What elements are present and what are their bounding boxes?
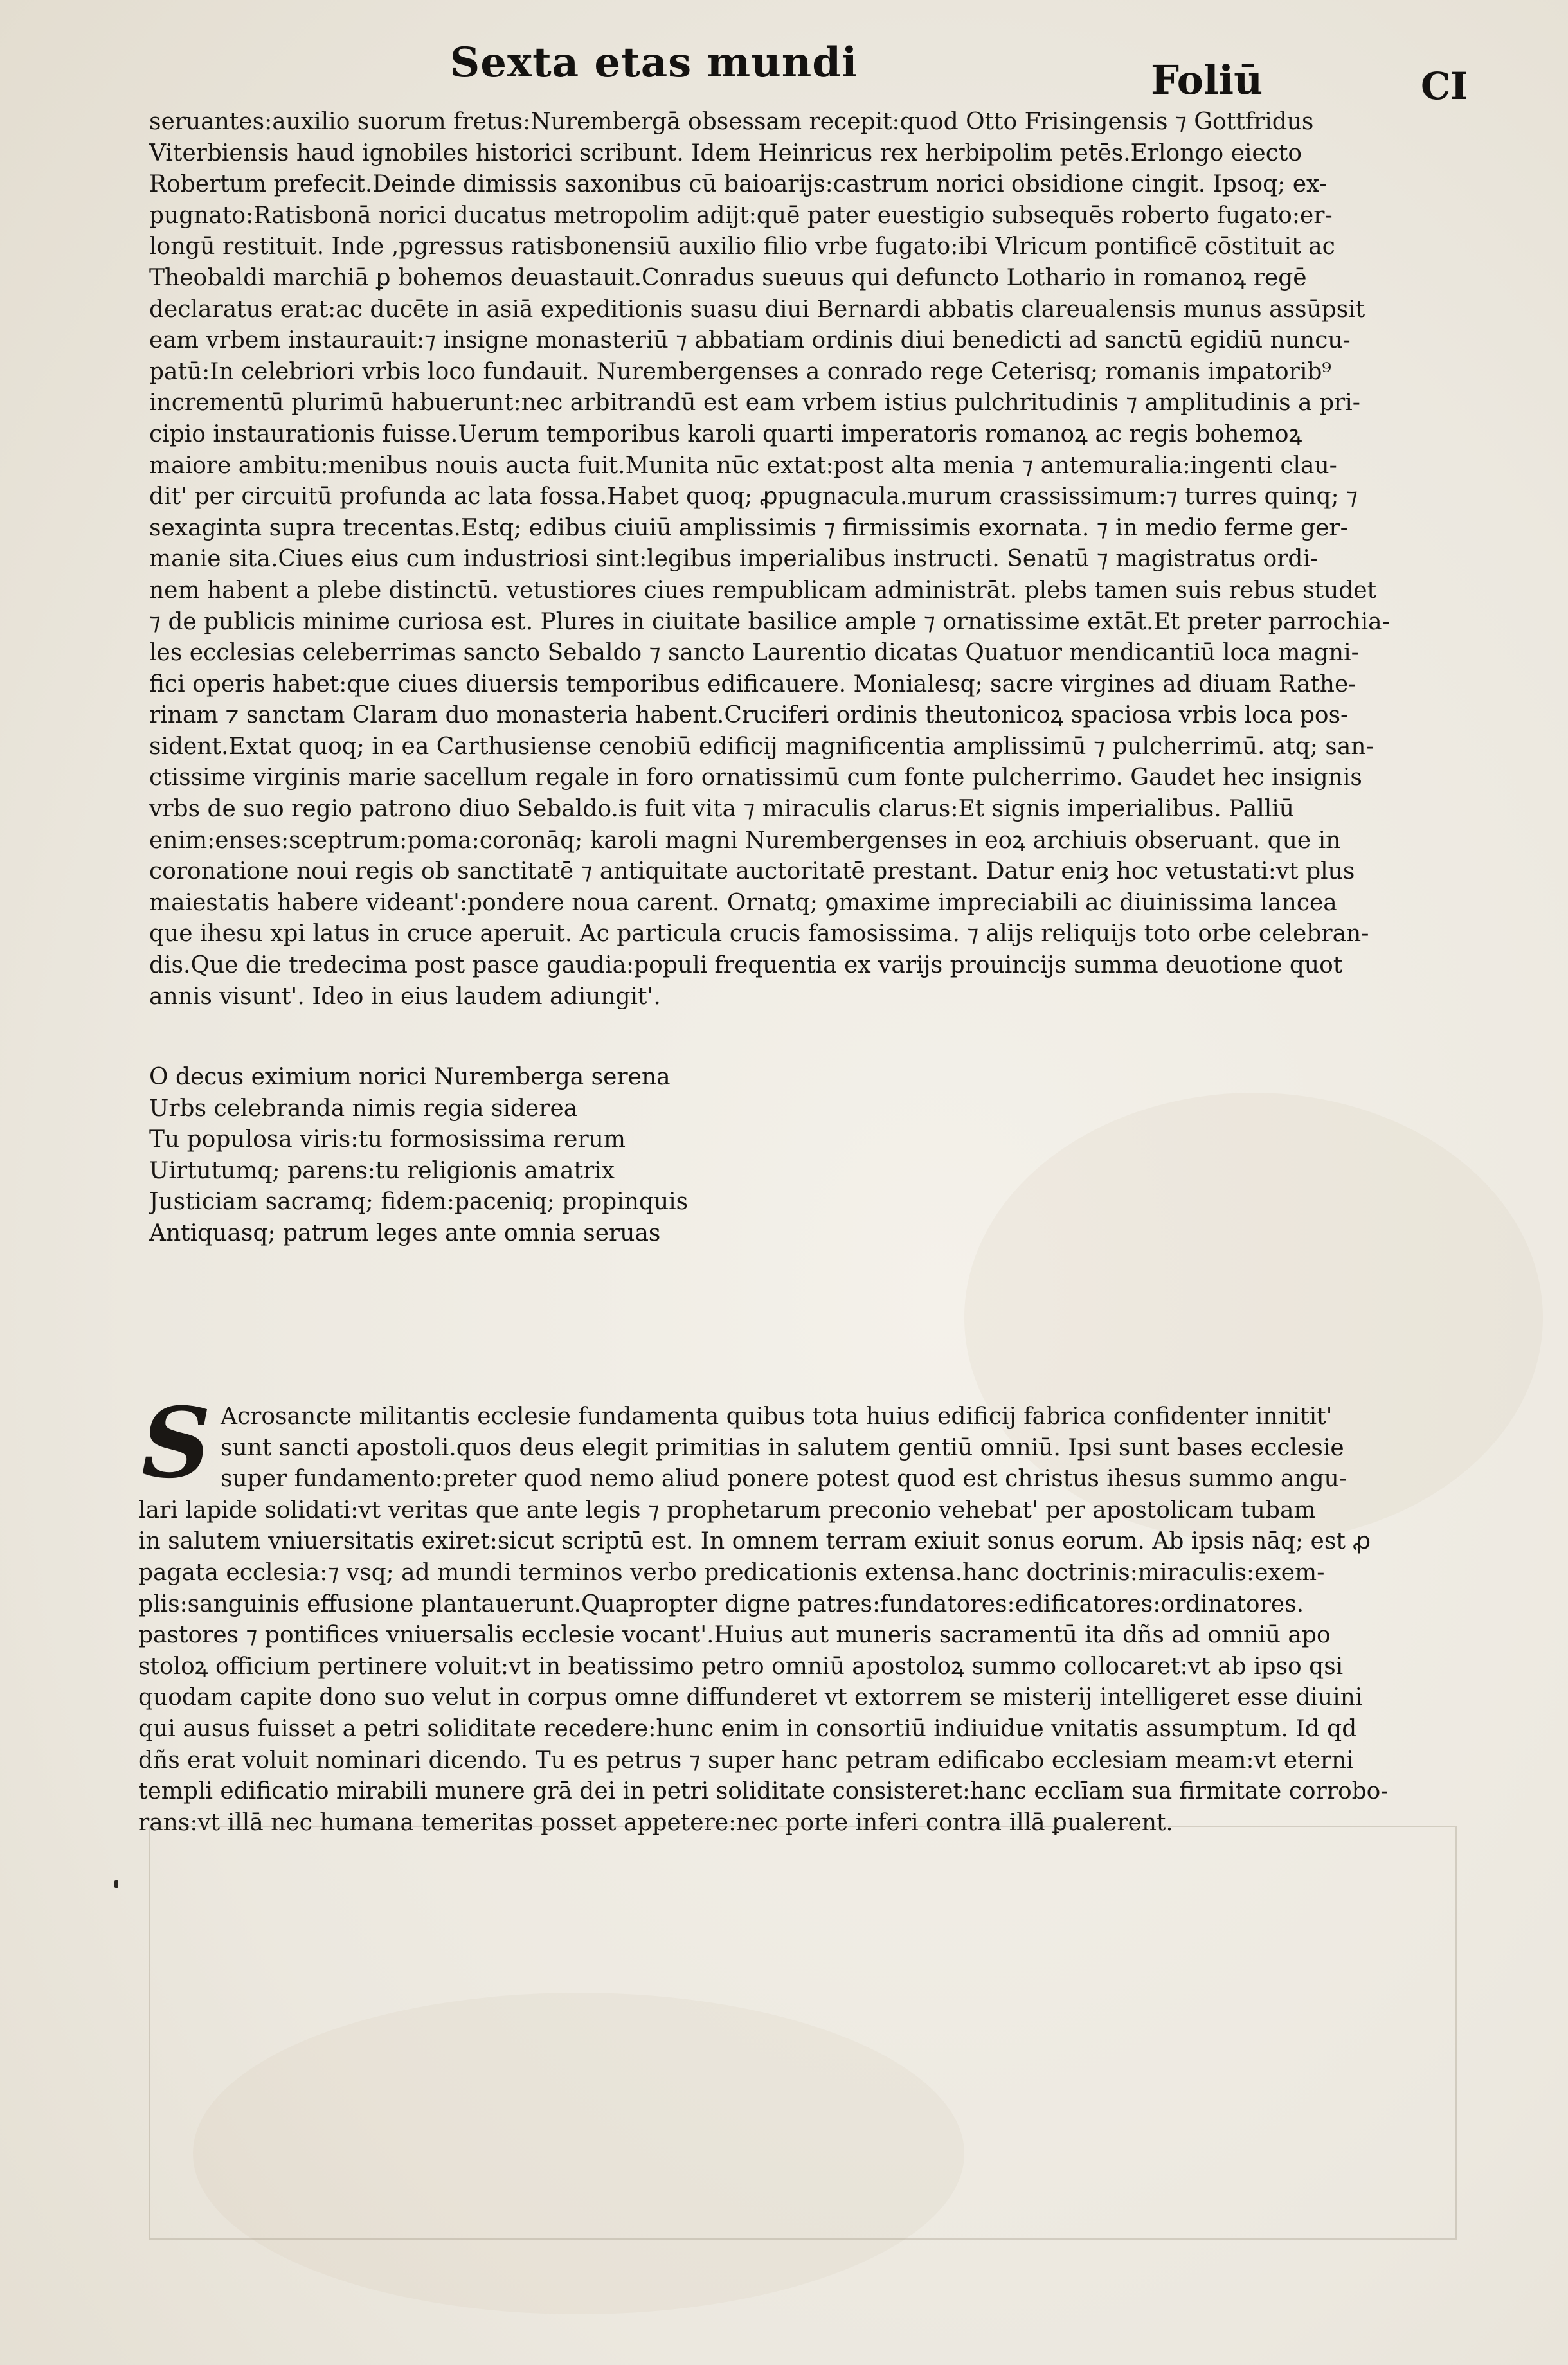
text-line: fici operis habet:que ciues diuersis temporibus edificauere. Monialesq; sacre virgines ad diuam Rathe- [149,670,1356,697]
text-line: lari lapide solidati:vt veritas que ante legis ⁊ prophetarum preconio vehebat' per apostolicam tubam [138,1497,1316,1524]
text-line: in salutem vniuersitatis exiret:sicut scriptū est. In omnem terram exiuit sonus eorum. Ab ipsis nāq; est ꝓ [138,1528,1371,1555]
verse-line: O decus eximium norici Nuremberga serena [149,1064,671,1090]
text-line: plis:sanguinis effusione plantauerunt.Quapropter digne patres:fundatores:edificatores:ordinatores. [138,1590,1304,1617]
folio-label: Foliū [1151,57,1263,103]
folio-number: CI [1421,64,1468,108]
text-line: declaratus erat:ac ducēte in asiā expeditionis suasu diui Bernardi abbatis clareualensis munus assūpsit [149,296,1365,323]
text-line: super fundamento:preter quod nemo aliud ponere potest quod est christus ihesus summo angu- [221,1466,1347,1493]
text-line: coronatione noui regis ob sanctitatē ⁊ antiquitate auctoritatē prestant. Datur eniȝ hoc vetustati:vt plus [149,858,1355,885]
text-line: manie sita.Ciues eius cum industriosi sint:legibus imperialibus instructi. Senatū ⁊ magistratus ordi- [149,546,1319,573]
second-text-block [138,1401,1450,1839]
verse-line: Tu populosa viris:tu formosissima rerum [149,1126,626,1153]
verse-line: Uirtutumq; parens:tu religionis amatrix [149,1157,615,1184]
text-line: eam vrbem instaurauit:⁊ insigne monasteriū ⁊ abbatiam ordinis diui benedicti ad sanctū egidiū nuncu- [149,327,1351,354]
verse-block [149,1062,1113,1250]
text-line: nem habent a plebe distinctū. vetustiores ciues rempublicam administrāt. plebs tamen suis rebus studet [149,577,1377,604]
text-line: seruantes:auxilio suorum fretus:Nurembergā obsessam recepit:quod Otto Frisingensis ⁊ Gottfridus [149,109,1314,135]
text-line: maiore ambitu:menibus nouis aucta fuit.Munita nūc extat:post alta menia ⁊ antemuralia:ingenti clau- [149,452,1337,479]
text-line: maiestatis habere videant':pondere noua carent. Ornatq; ꝯmaxime impreciabili ac diuinissima lancea [149,889,1337,916]
text-line: rinam ⁊ sanctam Claram duo monasteria habent.Cruciferi ordinis theutonicoꝝ spaciosa vrbis loca pos- [149,702,1349,729]
text-line: annis visunt'. Ideo in eius laudem adiungit'. [149,983,661,1010]
plate-mark [149,1826,1457,2240]
text-line: enim:enses:sceptrum:poma:coronāq; karoli magni Nurembergenses in eoꝝ archiuis obseruant. que in [149,827,1341,854]
text-line: Viterbiensis haud ignobiles historici scribunt. Idem Heinricus rex herbipolim petēs.Erlongo eiecto [149,139,1302,166]
decorated-initial: S [141,1387,212,1500]
text-line: dñs erat voluit nominari dicendo. Tu es petrus ⁊ super hanc petram edificabo ecclesiam meam:vt eterni [138,1747,1354,1774]
verse-line: Urbs celebranda nimis regia siderea [149,1095,578,1122]
text-line: dit' per circuitū profunda ac lata fossa.Habet quoq; ꝓpugnacula.murum crassissimum:⁊ turres quinq; ⁊ [149,483,1358,510]
text-line: ⁊ de publicis minime curiosa est. Plures in ciuitate basilice ample ⁊ ornatissime extāt.Et preter parrochia- [149,608,1390,635]
text-line: quodam capite dono suo velut in corpus omne diffunderet vt extorrem se misterij intelligeret esse diuini [138,1684,1363,1711]
text-line: ctissime virginis marie sacellum regale in foro ornatissimū cum fonte pulcherrimo. Gaudet hec insignis [149,764,1362,791]
text-line: sunt sancti apostoli.quos deus elegit primitias in salutem gentiū omniū. Ipsi sunt bases ecclesie [221,1434,1344,1461]
text-line: Acrosancte militantis ecclesie fundamenta quibus tota huius edificij fabrica confidenter innitit' [221,1403,1333,1430]
text-line: Robertum prefecit.Deinde dimissis saxonibus cū baioarijs:castrum norici obsidione cingit. Ipsoq; ex- [149,171,1327,198]
text-line: stoloꝝ officium pertinere voluit:vt in beatissimo petro omniū apostoloꝝ summo collocaret:vt ab ipso qsi [138,1653,1344,1680]
ink-speck [114,1880,118,1888]
text-line: longū restituit. Inde ,pgressus ratisbonensiū auxilio filio vrbe fugato:ibi Vlricum pontificē cōstituit ac [149,233,1335,260]
running-head: Sexta etas mundi [450,39,858,87]
text-line: pugnato:Ratisbonā norici ducatus metropolim adijt:quē pater euestigio subsequēs roberto fugato:er- [149,202,1333,229]
text-line: pagata ecclesia:⁊ vsq; ad mundi terminos verbo predicationis extensa.hanc doctrinis:miraculis:exem- [138,1559,1325,1586]
verse-line: Justiciam sacramq; fidem:paceniq; propinquis [149,1189,689,1216]
text-line: templi edificatio mirabili munere grā dei in petri soliditate consisteret:hanc ecclīam sua firmitate corrobo- [138,1778,1389,1805]
text-line: dis.Que die tredecima post pasce gaudia:populi frequentia ex varijs prouincijs summa deuotione quot [149,952,1343,979]
text-line: vrbs de suo regio patrono diuo Sebaldo.is fuit vita ⁊ miraculis clarus:Et signis imperialibus. Palliū [149,796,1294,823]
text-line: Theobaldi marchiā ꝑ bohemos deuastauit.Conradus sueuus qui defuncto Lothario in romanoꝝ regē [149,264,1307,291]
main-text-block [149,107,1461,1012]
text-line: sexaginta supra trecentas.Estq; edibus ciuiū amplissimis ⁊ firmissimis exornata. ⁊ in medio ferme ger- [149,514,1348,541]
text-line: patū:In celebriori vrbis loco fundauit. Nurembergenses a conrado rege Ceterisq; romanis imꝑatorib⁹ [149,358,1331,385]
text-line: que ihesu xpi latus in cruce aperuit. Ac particula crucis famosissima. ⁊ alijs reliquijs toto orbe celebran- [149,921,1369,948]
text-line: sident.Extat quoq; in ea Carthusiense cenobiū edificij magnificentia amplissimū ⁊ pulcherrimū. atq; san- [149,733,1374,760]
text-line: cipio instaurationis fuisse.Uerum temporibus karoli quarti imperatoris romanoꝝ ac regis bohemoꝝ [149,420,1302,447]
text-line: qui ausus fuisset a petri soliditate recedere:hunc enim in consortiū indiuidue vnitatis assumptum. Id qd [138,1715,1357,1742]
text-line: pastores ⁊ pontifices vniuersalis ecclesie vocant'.Huius aut muneris sacramentū ita dñs ad omniū apo [138,1622,1331,1649]
text-line: rans:vt illā nec humana temeritas posset appetere:nec porte inferi contra illā ꝑualerent. [138,1809,1173,1836]
text-line: incrementū plurimū habuerunt:nec arbitrandū est eam vrbem istius pulchritudinis ⁊ amplitudinis a pri- [149,390,1360,417]
text-line: les ecclesias celeberrimas sancto Sebaldo ⁊ sancto Laurentio dicatas Quatuor mendicantiū loca magni- [149,640,1359,667]
verse-line: Antiquasq; patrum leges ante omnia seruas [149,1219,661,1246]
